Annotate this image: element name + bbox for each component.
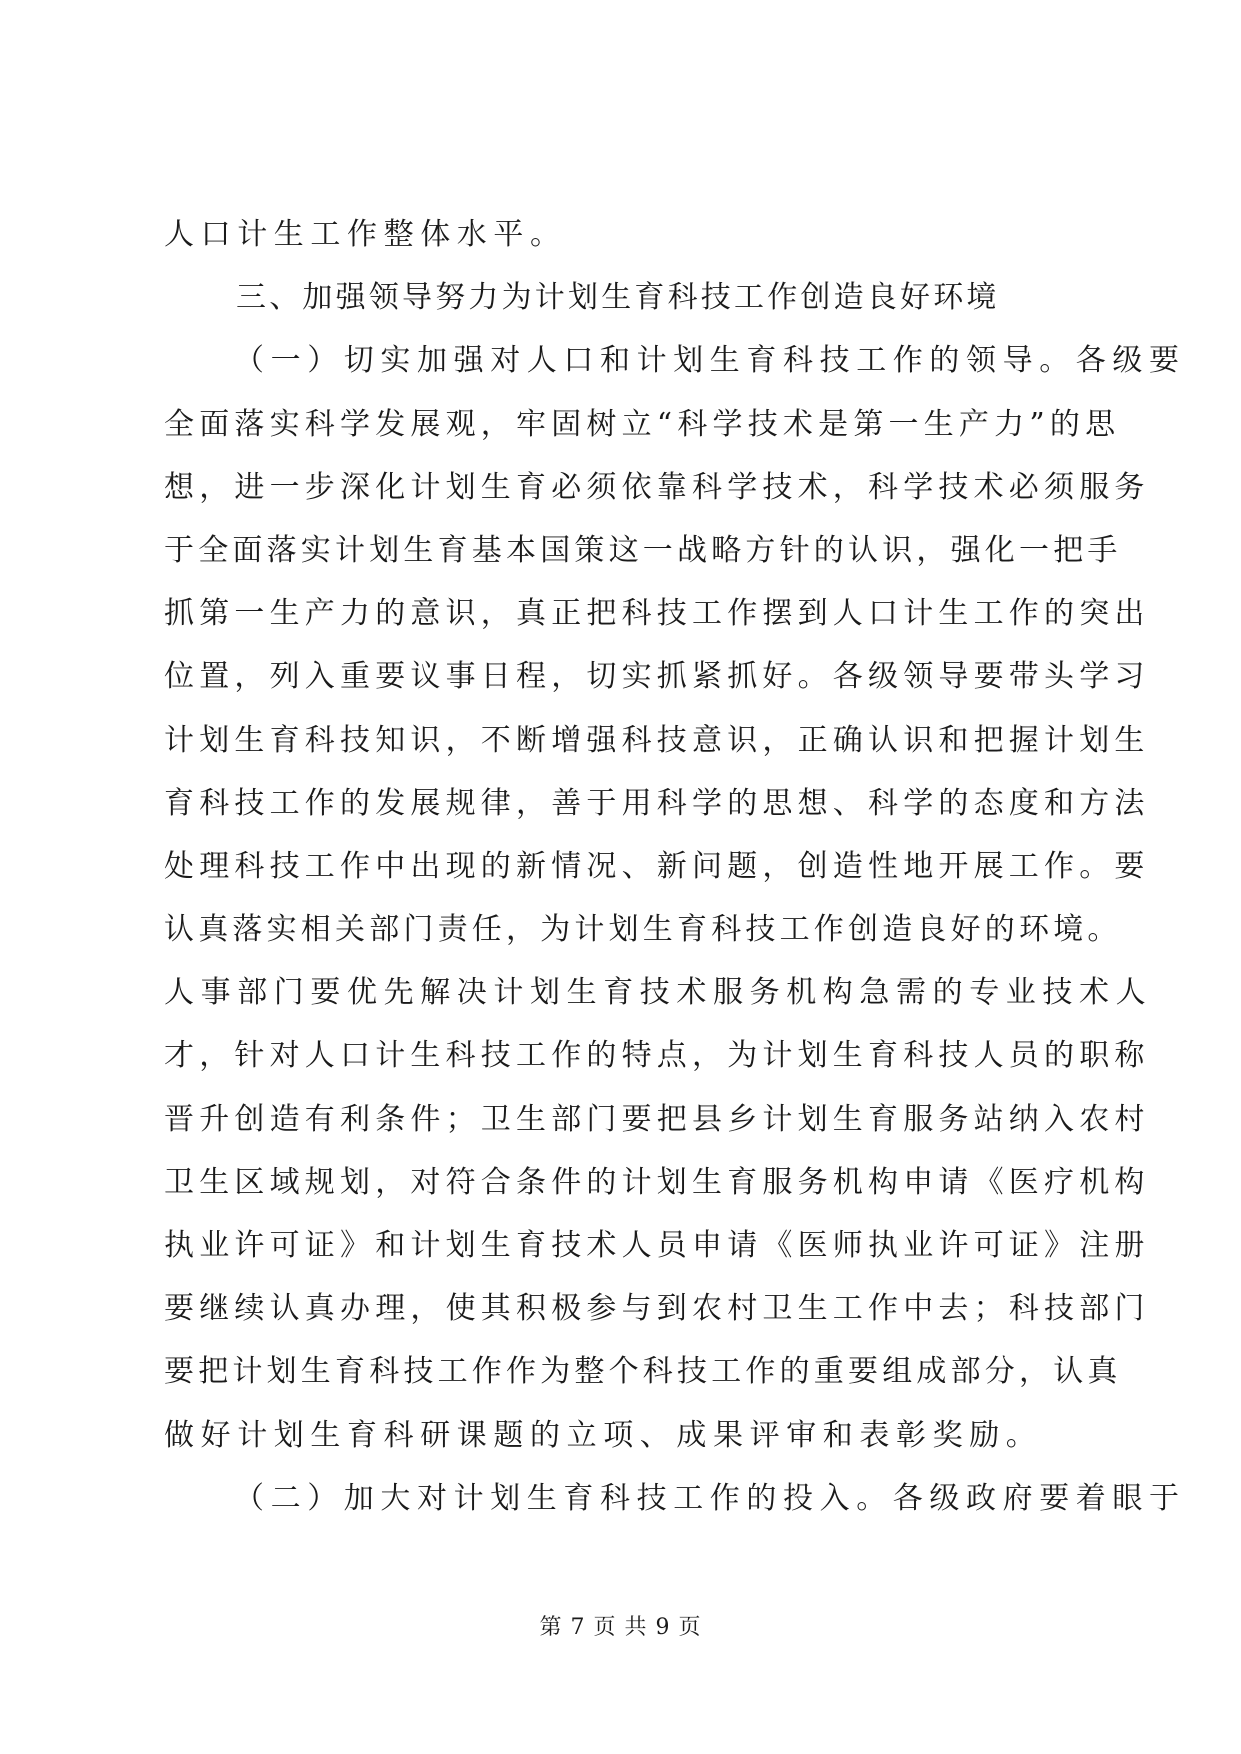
text-line: 育科技工作的发展规律，善于用科学的思想、科学的态度和方法 — [164, 785, 1150, 821]
text-line: 想，进一步深化计划生育必须依靠科学技术，科学技术必须服务 — [164, 469, 1150, 505]
text-line: 才，针对人口计生科技工作的特点，为计划生育科技人员的职称 — [164, 1038, 1150, 1074]
text-line: 计划生育科技知识，不断增强科技意识，正确认识和把握计划生 — [164, 722, 1150, 758]
text-line: 全面落实科学发展观，牢固树立“科学技术是第一生产力”的思 — [164, 406, 1121, 442]
body-text — [164, 203, 1186, 1530]
text-line: （二）加大对计划生育科技工作的投入。各级政府要着眼于 — [234, 1480, 1186, 1516]
text-line: （一）切实加强对人口和计划生育科技工作的领导。各级要 — [234, 343, 1186, 379]
text-line: 认真落实相关部门责任，为计划生育科技工作创造良好的环境。 — [164, 912, 1122, 948]
text-line: 晋升创造有利条件；卫生部门要把县乡计划生育服务站纳入农村 — [164, 1101, 1150, 1137]
text-line: 做好计划生育科研课题的立项、成果评审和表彰奖励。 — [164, 1417, 1043, 1453]
text-line: 于全面落实计划生育基本国策这一战略方针的认识，强化一把手 — [164, 532, 1122, 568]
text-line: 处理科技工作中出现的新情况、新问题，创造性地开展工作。要 — [164, 848, 1150, 884]
text-line: 执业许可证》和计划生育技术人员申请《医师执业许可证》注册 — [164, 1228, 1150, 1263]
section-heading: 三、加强领导努力为计划生育科技工作创造良好环境 — [236, 280, 1000, 316]
text-line: 位置，列入重要议事日程，切实抓紧抓好。各级领导要带头学习 — [164, 659, 1150, 695]
text-line: 人口计生工作整体水平。 — [164, 217, 567, 252]
text-line: 卫生区域规划，对符合条件的计划生育服务机构申请《医疗机构 — [164, 1164, 1150, 1200]
page-number-footer: 第 7 页 共 9 页 — [539, 1615, 702, 1640]
text-line: 要把计划生育科技工作作为整个科技工作的重要组成部分，认真 — [164, 1354, 1122, 1390]
text-line: 要继续认真办理，使其积极参与到农村卫生工作中去；科技部门 — [164, 1291, 1150, 1327]
text-line: 人事部门要优先解决计划生育技术服务机构急需的专业技术人 — [164, 975, 1153, 1011]
text-line: 抓第一生产力的意识，真正把科技工作摆到人口计生工作的突出 — [164, 596, 1150, 632]
